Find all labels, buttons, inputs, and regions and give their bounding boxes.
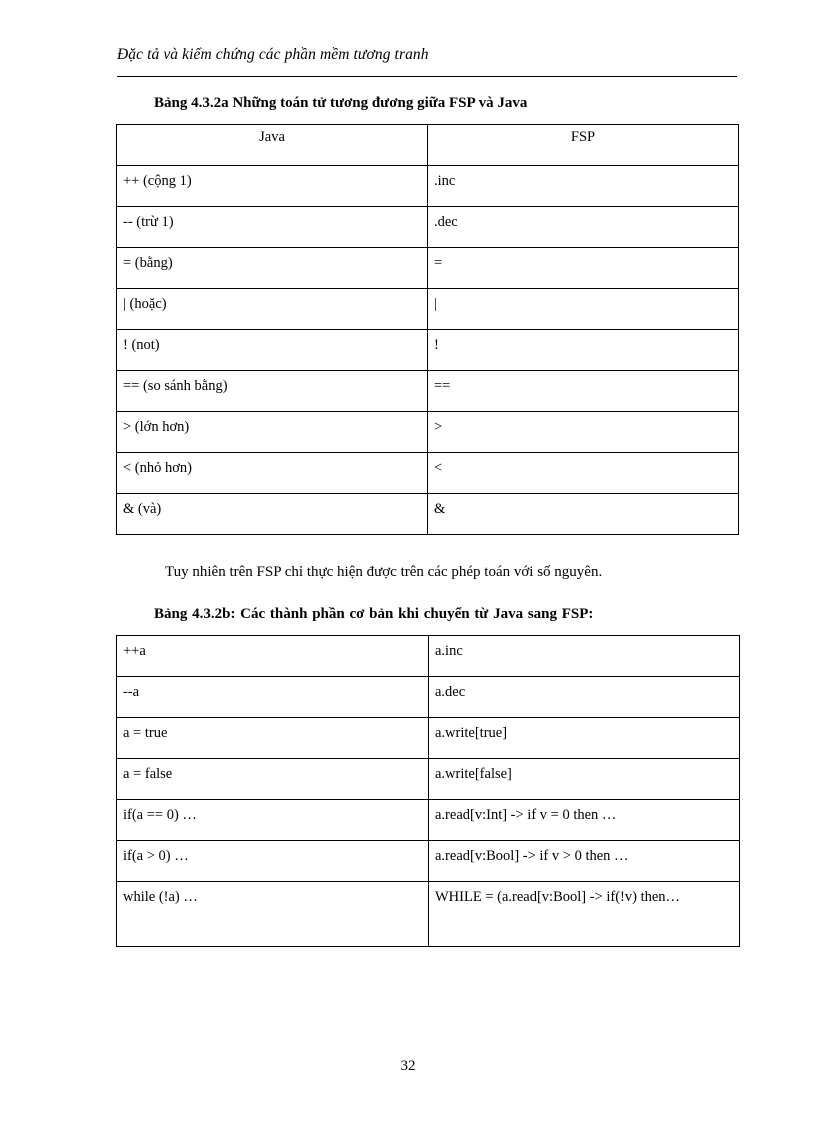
table-row: [117, 166, 739, 207]
java-cell: == (so sánh bằng): [117, 371, 428, 412]
java-cell: --a: [117, 677, 429, 718]
fsp-cell: a.write[false]: [429, 759, 740, 800]
page-number: 32: [400, 1058, 416, 1074]
table-row: [117, 882, 740, 947]
java-cell: if(a == 0) …: [117, 800, 429, 841]
java-cell: < (nhỏ hơn): [117, 453, 428, 494]
fsp-cell: a.dec: [429, 677, 740, 718]
fsp-cell: a.inc: [429, 636, 740, 677]
table-row: [117, 207, 739, 248]
fsp-cell: .inc: [428, 166, 739, 207]
fsp-cell: |: [428, 289, 739, 330]
java-cell: if(a > 0) …: [117, 841, 429, 882]
table-row: [117, 248, 739, 289]
table1-caption: Bảng 4.3.2a Những toán tử tương đương giữa FSP và Java: [154, 95, 528, 111]
table-row: [117, 759, 740, 800]
java-cell: -- (trừ 1): [117, 207, 428, 248]
header-divider: [117, 76, 737, 77]
table-row: [117, 453, 739, 494]
table-row: [117, 289, 739, 330]
table-header-row: [117, 125, 739, 166]
fsp-cell: a.write[true]: [429, 718, 740, 759]
table-row: [117, 841, 740, 882]
java-cell: & (và): [117, 494, 428, 535]
table-row: [117, 330, 739, 371]
operators-table: [116, 124, 739, 535]
fsp-cell: ==: [428, 371, 739, 412]
fsp-cell: WHILE = (a.read[v:Bool] -> if(!v) then…: [429, 882, 740, 947]
column-header-fsp: FSP: [428, 125, 739, 166]
java-cell: = (bằng): [117, 248, 428, 289]
table-row: [117, 800, 740, 841]
java-cell: a = true: [117, 718, 429, 759]
table-row: [117, 371, 739, 412]
fsp-cell: &: [428, 494, 739, 535]
table-row: [117, 494, 739, 535]
body-paragraph: Tuy nhiên trên FSP chỉ thực hiện được trên các phép toán với số nguyên.: [165, 564, 603, 580]
java-cell: > (lớn hơn): [117, 412, 428, 453]
fsp-cell: =: [428, 248, 739, 289]
fsp-cell: a.read[v:Int] -> if v = 0 then …: [429, 800, 740, 841]
table-row: [117, 412, 739, 453]
java-cell: | (hoặc): [117, 289, 428, 330]
java-cell: a = false: [117, 759, 429, 800]
fsp-cell: !: [428, 330, 739, 371]
java-cell: while (!a) …: [117, 882, 429, 947]
java-cell: ++a: [117, 636, 429, 677]
table-row: [117, 636, 740, 677]
java-cell: ! (not): [117, 330, 428, 371]
fsp-cell: a.read[v:Bool] -> if v > 0 then …: [429, 841, 740, 882]
table2-caption: Bảng 4.3.2b: Các thành phần cơ bản khi chuyển từ Java sang FSP:: [154, 606, 594, 622]
fsp-cell: <: [428, 453, 739, 494]
running-header: Đặc tả và kiểm chứng các phần mềm tương tranh: [117, 46, 429, 63]
fsp-cell: .dec: [428, 207, 739, 248]
table-row: [117, 718, 740, 759]
fsp-cell: >: [428, 412, 739, 453]
java-cell: ++ (cộng 1): [117, 166, 428, 207]
table-row: [117, 677, 740, 718]
conversion-table: [116, 635, 740, 947]
column-header-java: Java: [117, 125, 428, 166]
